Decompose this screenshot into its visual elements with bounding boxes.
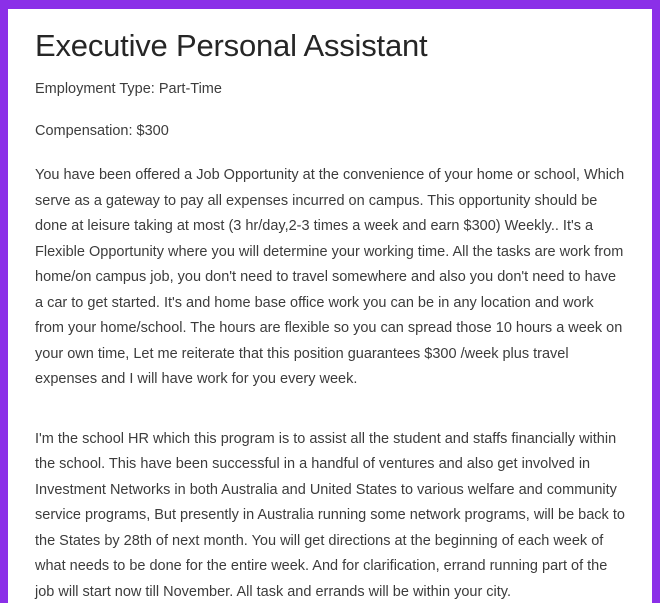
- page-title: Executive Personal Assistant: [35, 28, 428, 63]
- document-body: [8, 9, 652, 603]
- job-description-paragraph: You have been offered a Job Opportunity at the convenience of your home or school, Which serve as a gateway to pay all expenses incurred on campus. This opportunity should be done at leisure taking at most (3 hr/day,2-3 times a week and earn $300) Weekly.. It's a Flexible Opportunity where you will determine your working time. All the tasks are work from home/on campus job, you don't need to travel somewhere and also you don't need to have a car to get started. It's and home base office work you can be in any location and work from your home/school. The hours are flexible so you can spread those 10 hours a week on your own time, Let me reiterate that this position guarantees $300 /week plus travel expenses and I will have work for you every week.: [35, 167, 625, 387]
- employment-type-line: Employment Type: Part-Time: [35, 81, 222, 97]
- compensation-line: Compensation: $300: [35, 123, 169, 139]
- employer-background-paragraph: I'm the school HR which this program is to assist all the student and staffs financially within the school. This have been successful in a handful of ventures and also get involved in Investment Networks in both Australia and United States to various welfare and community service programs, But presently in Australia running some network programs, will be back to the States by 28th of next month. You will get directions at the beginning of each week of what needs to be done for the entire week. And for clarification, errand running part of the job will start now till November. All task and errands will be within your city.: [35, 430, 625, 600]
